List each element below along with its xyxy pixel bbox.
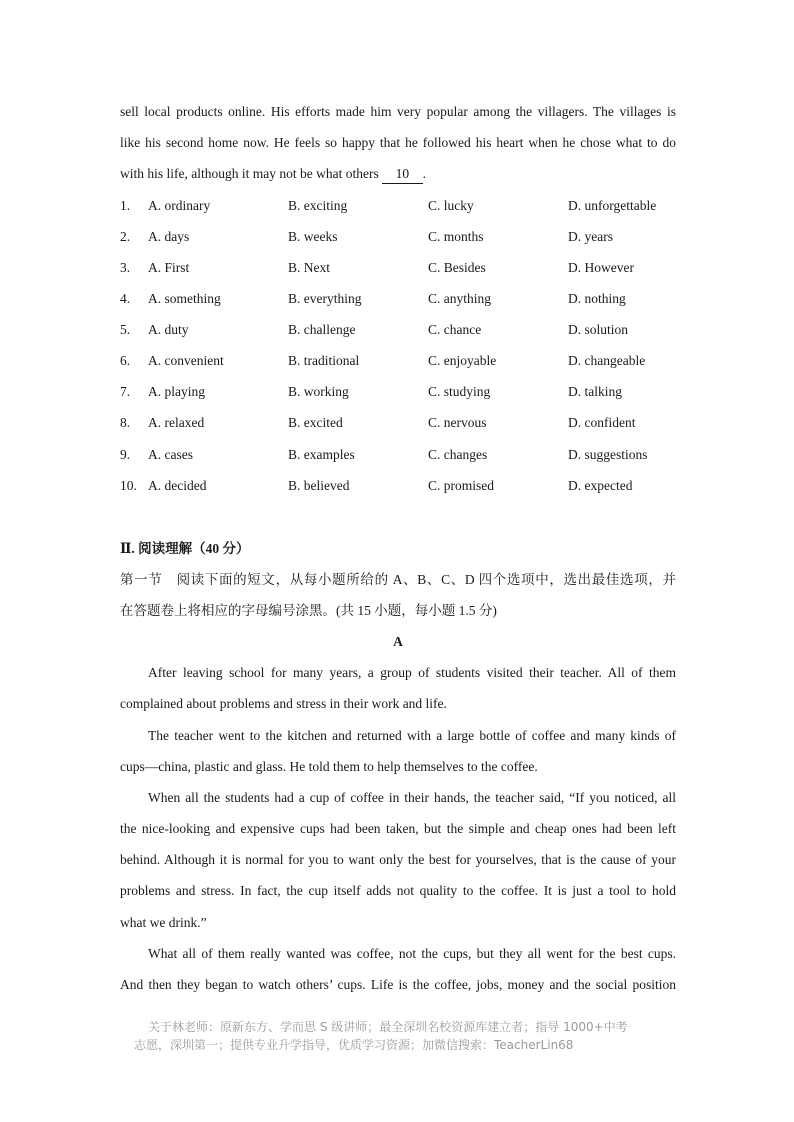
- section-title: Ⅱ. 阅读理解（40 分）: [120, 541, 250, 556]
- option-row: [120, 477, 676, 495]
- passage-text: .: [422, 166, 426, 181]
- question-number: 10.: [120, 478, 137, 493]
- option-c: C. lucky: [428, 198, 474, 213]
- passage-line: what we drink.”: [120, 915, 207, 930]
- option-row: [120, 228, 676, 246]
- option-a: A. convenient: [148, 353, 224, 368]
- option-a: A. duty: [148, 322, 189, 337]
- option-d: D. years: [568, 229, 613, 244]
- question-number: 7.: [120, 384, 131, 399]
- question-number: 3.: [120, 260, 131, 275]
- passage-line: What all of them really wanted was coffee, not the cups, but they all went for the best cups.: [148, 946, 676, 961]
- option-b: B. exciting: [288, 198, 348, 213]
- passage-line: the nice-looking and expensive cups had been taken, but the simple and cheap ones had been left: [120, 821, 676, 836]
- passage-line: like his second home now. He feels so happy that he followed his heart when he chose what to do: [120, 135, 676, 150]
- passage-line: problems and stress. In fact, the cup itself adds not quality to the coffee. It is just a tool to hold: [120, 883, 676, 898]
- option-d: D. talking: [568, 384, 622, 399]
- option-b: B. excited: [288, 415, 343, 430]
- blank-number: 10: [395, 166, 410, 181]
- question-number: 9.: [120, 447, 131, 462]
- passage-line: sell local products online. His efforts made him very popular among the villagers. The villages is: [120, 104, 676, 119]
- option-d: D. nothing: [568, 291, 626, 306]
- option-c: C. Besides: [428, 260, 486, 275]
- option-a: A. cases: [148, 447, 193, 462]
- passage-line-with-blank: [120, 165, 676, 184]
- option-row: [120, 414, 676, 432]
- footer-line: 关于林老师：原新东方、学而思 S 级讲师；最全深圳名校资源库建立者；指导 1000+中考: [148, 1020, 628, 1034]
- option-row: [120, 446, 676, 464]
- passage-line: complained about problems and stress in their work and life.: [120, 696, 447, 711]
- option-c: C. promised: [428, 478, 494, 493]
- option-row: [120, 290, 676, 308]
- option-d: D. However: [568, 260, 634, 275]
- option-d: D. solution: [568, 322, 629, 337]
- option-b: B. challenge: [288, 322, 356, 337]
- passage-line: After leaving school for many years, a group of students visited their teacher. All of them: [148, 665, 676, 680]
- option-a: A. something: [148, 291, 221, 306]
- section-instruction: 第一节 阅读下面的短文，从每小题所给的 A、B、C、D 四个选项中，选出最佳选项，并: [120, 572, 676, 587]
- passage-text: with his life, although it may not be what others: [120, 166, 383, 181]
- footer-line: 志愿，深圳第一；提供专业升学指导，优质学习资源；加微信搜索：TeacherLin68: [134, 1038, 574, 1052]
- option-d: D. unforgettable: [568, 198, 657, 213]
- question-number: 5.: [120, 322, 131, 337]
- option-c: C. enjoyable: [428, 353, 497, 368]
- passage-line: cups—china, plastic and glass. He told them to help themselves to the coffee.: [120, 759, 538, 774]
- option-b: B. Next: [288, 260, 330, 275]
- option-row: [120, 197, 676, 215]
- option-a: A. decided: [148, 478, 207, 493]
- passage-line: And then they began to watch others’ cups. Life is the coffee, jobs, money and the social position: [120, 977, 676, 992]
- question-number: 1.: [120, 198, 131, 213]
- option-row: [120, 352, 676, 370]
- option-a: A. First: [148, 260, 190, 275]
- option-c: C. studying: [428, 384, 491, 399]
- option-b: B. everything: [288, 291, 362, 306]
- option-row: [120, 259, 676, 277]
- option-a: A. ordinary: [148, 198, 211, 213]
- option-d: D. changeable: [568, 353, 646, 368]
- question-number: 2.: [120, 229, 131, 244]
- option-c: C. months: [428, 229, 484, 244]
- option-c: C. chance: [428, 322, 482, 337]
- passage-line: The teacher went to the kitchen and returned with a large bottle of coffee and many kinds of: [148, 728, 676, 743]
- passage-label: A: [393, 634, 403, 649]
- option-a: A. days: [148, 229, 190, 244]
- option-d: D. confident: [568, 415, 636, 430]
- question-number: 8.: [120, 415, 131, 430]
- option-d: D. suggestions: [568, 447, 648, 462]
- section-instruction: 在答题卷上将相应的字母编号涂黑。(共 15 小题，每小题 1.5 分): [120, 603, 497, 618]
- option-row: [120, 383, 676, 401]
- option-c: C. anything: [428, 291, 491, 306]
- passage-line: When all the students had a cup of coffee in their hands, the teacher said, “If you noticed, all: [148, 790, 676, 805]
- option-c: C. changes: [428, 447, 488, 462]
- passage-line: behind. Although it is normal for you to want only the best for yourselves, that is the cause of your: [120, 852, 676, 867]
- option-b: B. working: [288, 384, 349, 399]
- option-b: B. traditional: [288, 353, 360, 368]
- option-row: [120, 321, 676, 339]
- option-d: D. expected: [568, 478, 633, 493]
- question-number: 4.: [120, 291, 131, 306]
- option-c: C. nervous: [428, 415, 487, 430]
- option-a: A. relaxed: [148, 415, 205, 430]
- option-b: B. believed: [288, 478, 350, 493]
- answer-blank: [382, 165, 423, 184]
- question-number: 6.: [120, 353, 131, 368]
- option-a: A. playing: [148, 384, 205, 399]
- option-b: B. weeks: [288, 229, 338, 244]
- option-b: B. examples: [288, 447, 355, 462]
